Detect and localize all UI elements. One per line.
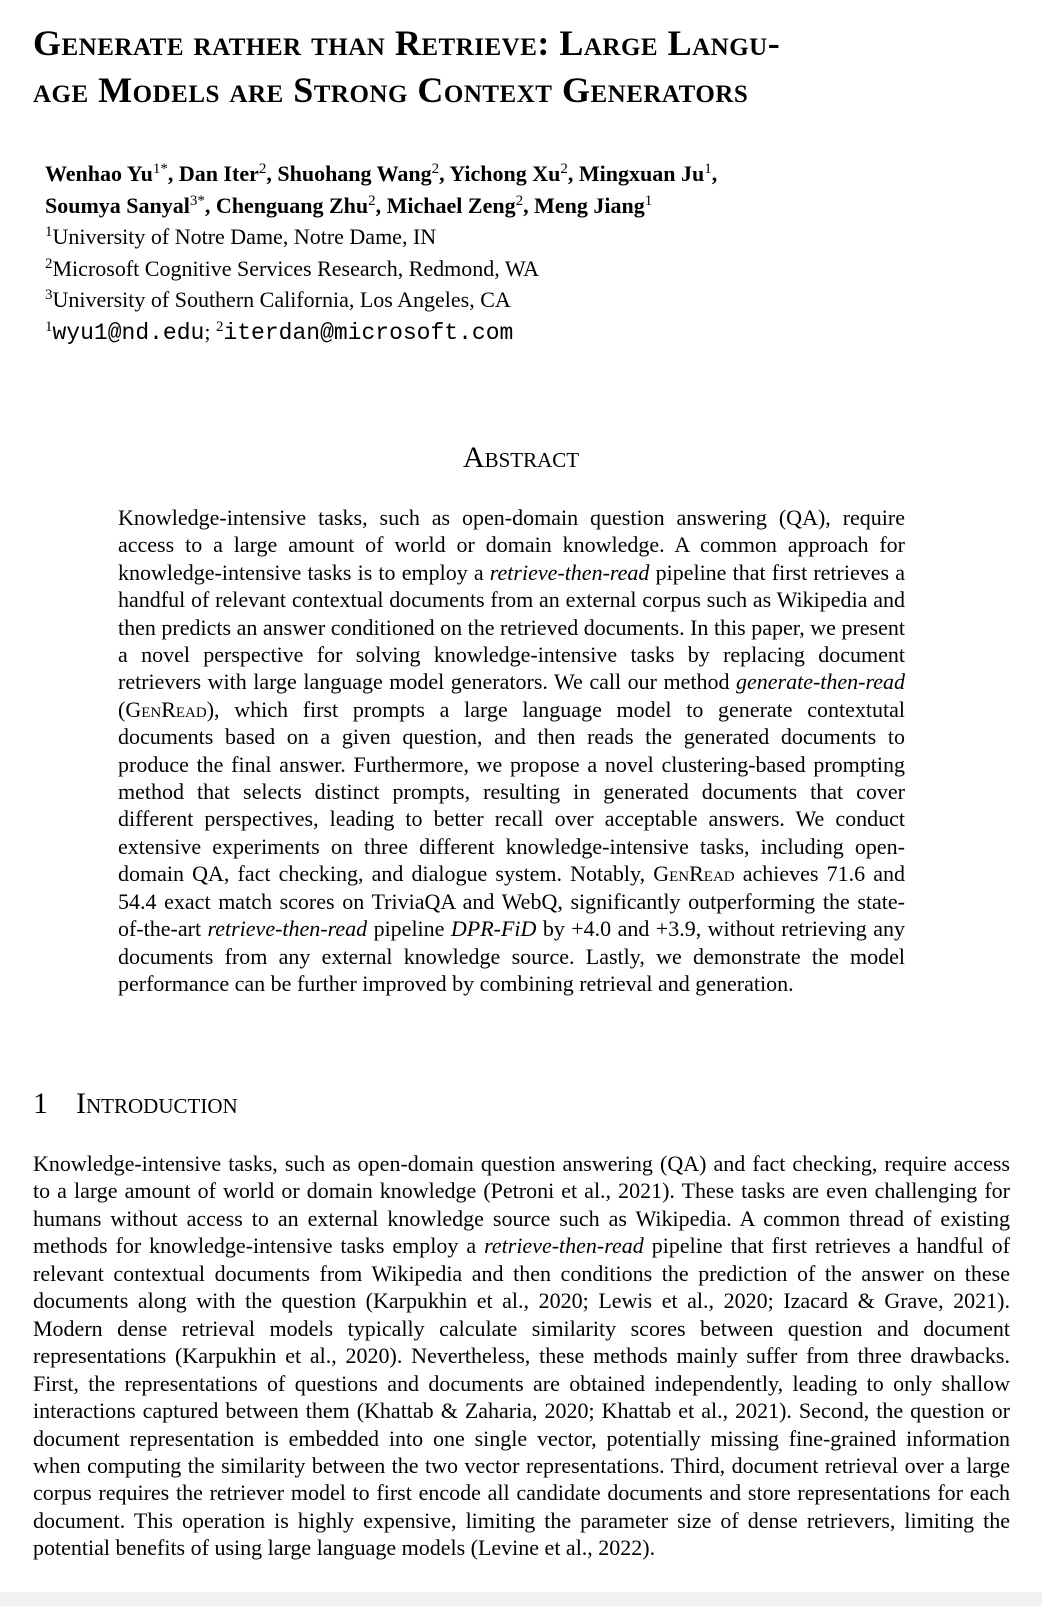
affiliation-microsoft: $^2$Microsoft Cognitive Services Research, Redmond, WA: [45, 255, 540, 281]
abstract-text: Knowledge-intensive tasks, such as open-domain question answering (QA), require access to a large amount of world or domain knowledge. A common approach for knowledge-intensive tasks is to employ a retrieve-then-read pipeline that first retrieves a handful of relevant contextual documents from an external corpus such as Wikipedia and then predicts an answer conditioned on the retrieved documents. In this paper, we present a novel perspective for solving knowledge-intensive tasks by replacing document retrievers with large language model generators. We call our method generate-then-read (GenRead), which first prompts a large language model to generate contextutal documents based on a given question, and then reads the generated documents to produce the final answer. Furthermore, we propose a novel clustering-based prompting method that selects distinct prompts, resulting in generated documents that cover different perspectives, leading to better recall over acceptable answers. We conduct extensive experiments on three different knowledge-intensive tasks, including open-domain QA, fact checking, and dialogue system. Notably, GenRead achieves 71.6 and 54.4 exact match scores on TriviaQA and WebQ, significantly outperforming the state-of-the-art retrieve-then-read pipeline DPR-FiD by +4.0 and +3.9, without retrieving any documents from any external knowledge source. Lastly, we demonstrate the model performance can be further improved by combining retrieval and generation.: [118, 505, 906, 996]
abstract-heading: Abstract: [462, 441, 580, 474]
paper-title-line-1: Generate rather than Retrieve: Large Langu-: [33, 23, 781, 63]
author-names-line-2: Soumya Sanyal$^{3*}$, Chenguang Zhu$^2$, Michael Zeng$^2$, Meng Jiang$^1$: [45, 192, 653, 218]
author-emails: $^1$wyu1@nd.edu; $^2$iterdan@microsoft.com: [45, 318, 514, 346]
section-number: 1: [33, 1087, 48, 1120]
paper-title-line-2: age Models are Strong Context Generators: [33, 70, 749, 110]
section-label: Introduction: [76, 1087, 238, 1120]
section-heading-introduction: [33, 1086, 238, 1122]
affiliation-notre-dame: $^1$University of Notre Dame, Notre Dame, IN: [45, 224, 437, 249]
author-block: [45, 160, 717, 349]
bottom-strip: [0, 1592, 1042, 1606]
paper-title: [33, 20, 780, 114]
affiliation-usc: $^3$University of Southern California, Los Angeles, CA: [45, 287, 511, 312]
author-names-line-1: Wenhao $Yu^{1*}$, Dan Iter$^2$, Shuohang Wang$^2$, Yichong Xu$^2$, Mingxuan Ju$^1$,: [45, 161, 718, 186]
introduction-text: Knowledge-intensive tasks, such as open-domain question answering (QA) and fact checking, require access to a large amount of world or domain knowledge (Petroni et al., 2021). These tasks are even challenging for humans without access to an external knowledge source such as Wikipedia. A common thread of existing methods for knowledge-intensive tasks employ a retrieve-then-read pipeline that first retrieves a handful of relevant contextual documents from Wikipedia and then conditions the prediction of the answer on these documents along with the question (Karpukhin et al., 2020; Lewis et al., 2020; Izacard & Grave, 2021). Modern dense retrieval models typically calculate similarity scores between question and document representations (Karpukhin et al., 2020). Nevertheless, these methods mainly suffer from three drawbacks. First, the representations of questions and documents are obtained independently, leading to only shallow interactions captured between them (Khattab & Zaharia, 2020; Khattab et al., 2021). Second, the question or document representation is embedded into one single vector, potentially missing fine-grained information when computing the similarity between the two vector representations. Third, document retrieval over a large corpus requires the retriever model to first encode all candidate documents and store representations for each document. This operation is highly expensive, limiting the parameter size of dense retrievers, limiting the potential benefits of using large language models (Levine et al., 2022).: [33, 1151, 1010, 1561]
